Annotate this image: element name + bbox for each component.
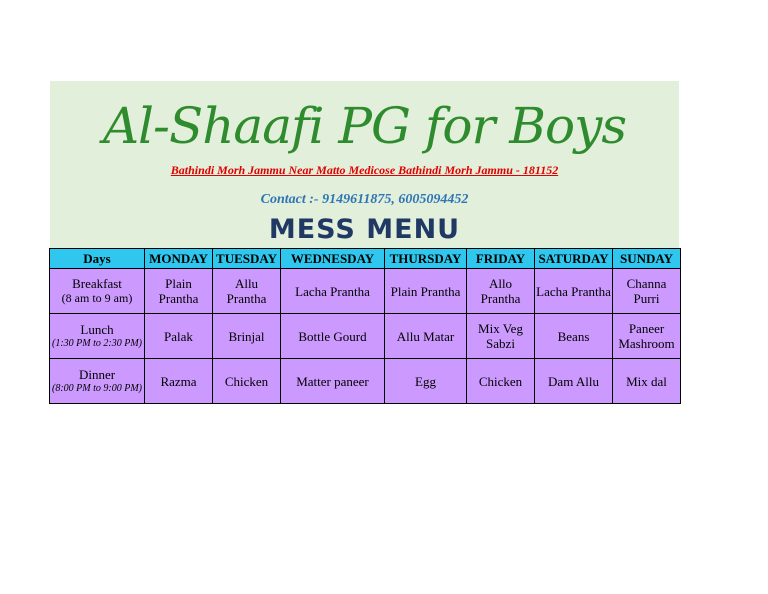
table-header-row: [50, 249, 681, 269]
menu-cell: Bottle Gourd: [281, 314, 385, 359]
menu-cell: Plain Prantha: [145, 269, 213, 314]
menu-cell: Brinjal: [213, 314, 281, 359]
meal-cell-lunch: [50, 314, 145, 359]
meal-name: Breakfast: [72, 276, 122, 291]
menu-cell: Matter paneer: [281, 359, 385, 404]
menu-cell: Chicken: [213, 359, 281, 404]
address-line: Bathindi Morh Jammu Near Matto Medicose Bathindi Morh Jammu - 181152: [170, 163, 559, 177]
meal-time: (8:00 PM to 9:00 PM): [52, 383, 142, 394]
menu-cell: Dam Allu: [535, 359, 613, 404]
meal-name: Dinner: [78, 367, 116, 382]
table-row: [50, 359, 681, 404]
meal-time: (8 am to 9 am): [61, 291, 133, 305]
menu-cell: Razma: [145, 359, 213, 404]
meal-cell-breakfast: [50, 269, 145, 314]
column-header-saturday: SATURDAY: [535, 249, 613, 269]
column-header-monday: MONDAY: [145, 249, 213, 269]
menu-cell: Beans: [535, 314, 613, 359]
menu-cell: Channa Purri: [613, 269, 681, 314]
meal-cell-dinner: [50, 359, 145, 404]
meal-time: (1:30 PM to 2:30 PM): [52, 338, 142, 349]
menu-cell: Chicken: [467, 359, 535, 404]
meal-name: Lunch: [80, 322, 114, 337]
column-header-wednesday: WEDNESDAY: [281, 249, 385, 269]
menu-cell: Allu Matar: [385, 314, 467, 359]
menu-cell: Mix dal: [613, 359, 681, 404]
table-row: [50, 269, 681, 314]
pg-title: Al-Shaafi PG for Boys: [102, 97, 627, 155]
table-row: [50, 314, 681, 359]
menu-cell: Egg: [385, 359, 467, 404]
menu-cell: Allo Prantha: [467, 269, 535, 314]
mess-menu-heading: MESS MENU: [268, 214, 461, 245]
column-header-thursday: THURSDAY: [385, 249, 467, 269]
menu-cell: Mix Veg Sabzi: [467, 314, 535, 359]
menu-cell: Lacha Prantha: [535, 269, 613, 314]
menu-cell: Plain Prantha: [385, 269, 467, 314]
menu-cell: Paneer Mashroom: [613, 314, 681, 359]
column-header-tuesday: TUESDAY: [213, 249, 281, 269]
menu-header-panel: [50, 81, 679, 248]
column-header-friday: FRIDAY: [467, 249, 535, 269]
mess-menu-table: [49, 248, 681, 404]
menu-cell: Allu Prantha: [213, 269, 281, 314]
menu-cell: Lacha Prantha: [281, 269, 385, 314]
menu-cell: Palak: [145, 314, 213, 359]
column-header-sunday: SUNDAY: [613, 249, 681, 269]
contact-line: Contact :- 9149611875, 6005094452: [260, 192, 469, 207]
column-header-days: Days: [50, 249, 145, 269]
